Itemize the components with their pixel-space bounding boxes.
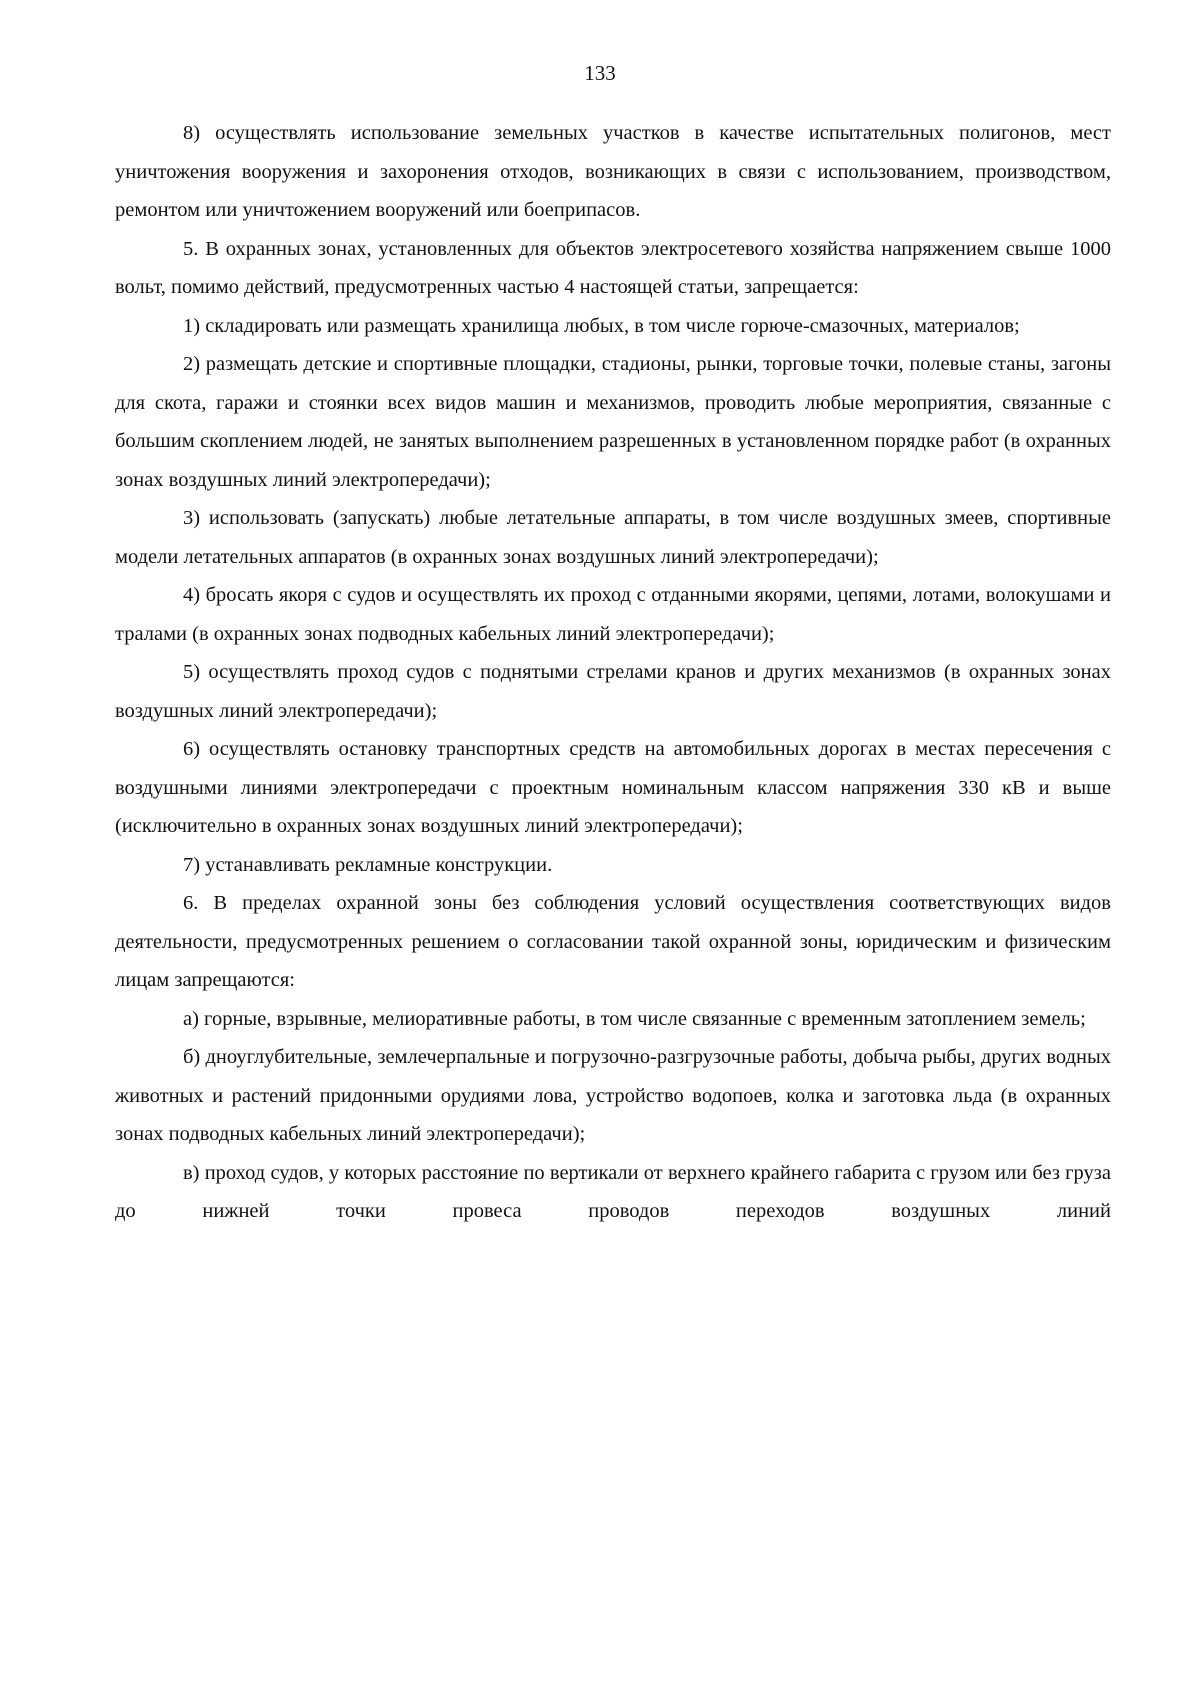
paragraph-item-6: 6) осуществлять остановку транспортных средств на автомобильных дорогах в местах пересечения с воздушными линиями электропередачи с проектным номинальным классом напряжения 330 кВ и выше (исключительно в охранных зонах воздушных линий электропередачи);	[115, 738, 1111, 837]
paragraph-item-2: 2) размещать детские и спортивные площадки, стадионы, рынки, торговые точки, полевые станы, загоны для скота, гаражи и стоянки всех видов машин и механизмов, проводить любые мероприятия, связанные с большим скоплением людей, не занятых выполнением разрешенных в установленном порядке работ (в охранных зонах воздушных линий электропередачи);	[115, 353, 1111, 491]
paragraph-clause-5: 5. В охранных зонах, установленных для объектов электросетевого хозяйства напряжением свыше 1000 вольт, помимо действий, предусмотренных частью 4 настоящей статьи, запрещается:	[115, 237, 1111, 298]
paragraph-clause-6: 6. В пределах охранной зоны без соблюдения условий осуществления соответствующих видов деятельности, предусмотренных решением о согласовании такой охранной зоны, юридическим и физическим лицам запрещаются:	[115, 892, 1111, 991]
paragraph-item-7: 7) устанавливать рекламные конструкции.	[183, 853, 553, 876]
paragraph-item-8: 8) осуществлять использование земельных участков в качестве испытательных полигонов, мест уничтожения вооружения и захоронения отходов, возникающих в связи с использованием, производством, ремонтом или уничтожением вооружений или боеприпасов.	[115, 122, 1111, 221]
paragraph-item-b: б) дноуглубительные, землечерпальные и погрузочно-разгрузочные работы, добыча рыбы, других водных животных и растений придонными орудиями лова, устройство водопоев, колка и заготовка льда (в охранных зонах подводных кабельных линий электропередачи);	[115, 1046, 1111, 1145]
page-body	[115, 114, 1111, 1231]
page-number: 133	[584, 61, 616, 85]
paragraph-item-3: 3) использовать (запускать) любые летательные аппараты, в том числе воздушных змеев, спортивные модели летательных аппаратов (в охранных зонах воздушных линий электропередачи);	[115, 507, 1111, 568]
paragraph-item-1: 1) складировать или размещать хранилища любых, в том числе горюче-смазочных, материалов;	[183, 314, 1020, 337]
paragraph-item-a: а) горные, взрывные, мелиоративные работы, в том числе связанные с временным затоплением земель;	[183, 1007, 1086, 1030]
paragraph-item-4: 4) бросать якоря с судов и осуществлять их проход с отданными якорями, цепями, лотами, волокушами и тралами (в охранных зонах подводных кабельных линий электропередачи);	[115, 584, 1111, 645]
paragraph-item-v: в) проход судов, у которых расстояние по вертикали от верхнего крайнего габарита с грузом или без груза до нижней точки провеса проводов переходов воздушных линий	[115, 1161, 1111, 1222]
paragraph-item-5: 5) осуществлять проход судов с поднятыми стрелами кранов и других механизмов (в охранных зонах воздушных линий электропередачи);	[115, 661, 1111, 722]
